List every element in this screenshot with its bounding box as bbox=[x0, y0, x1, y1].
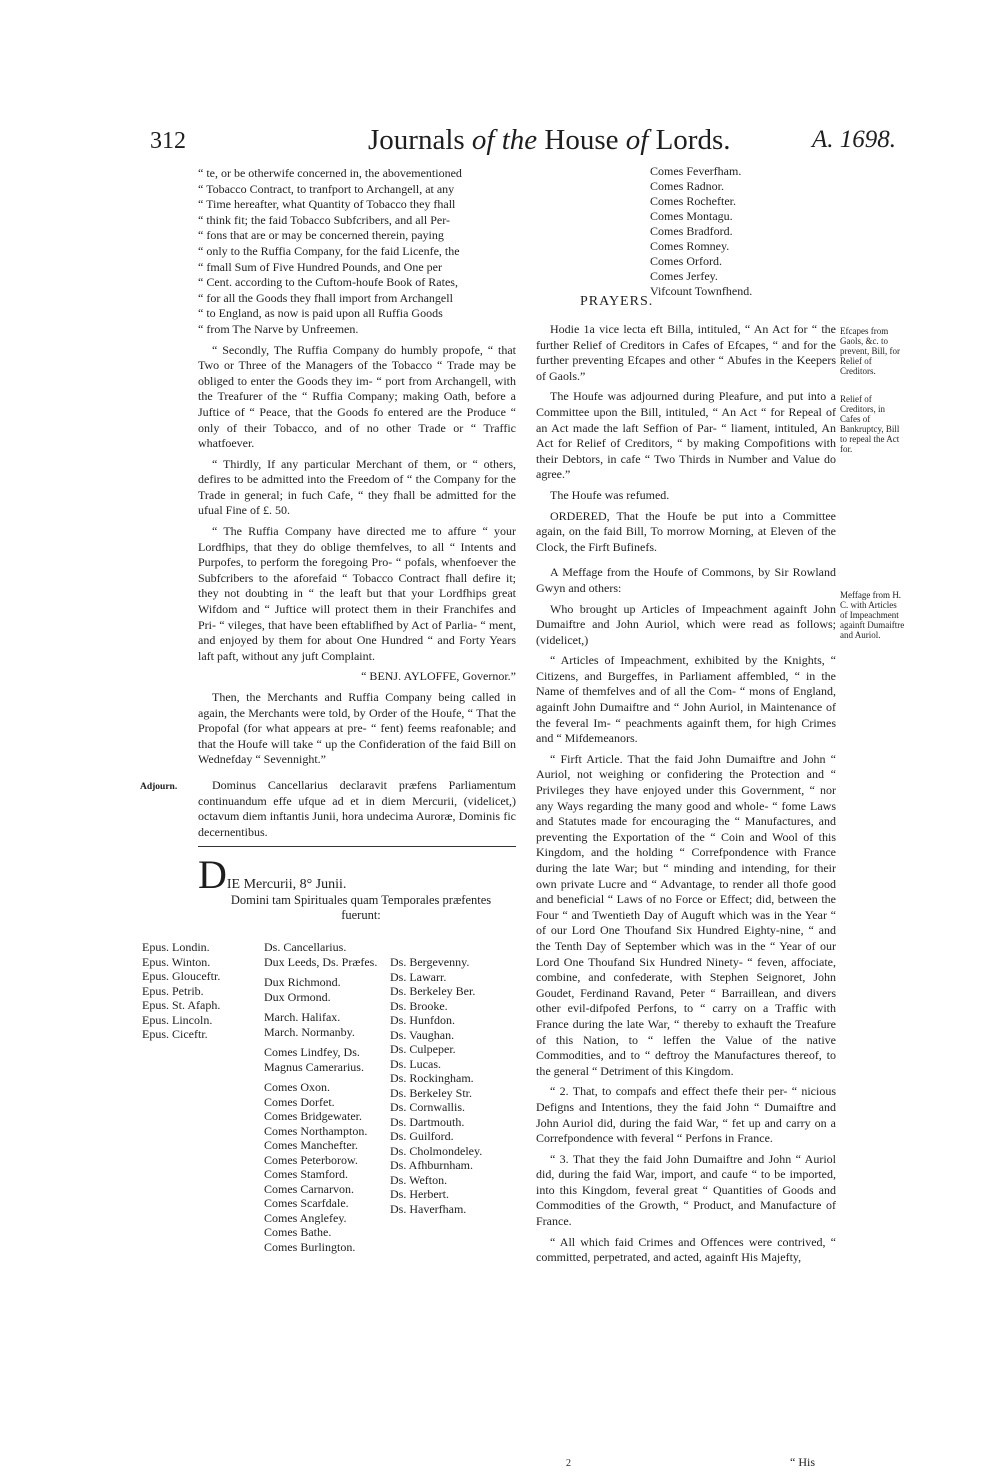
catchword: “ His bbox=[790, 1455, 815, 1469]
present-lords-heading: Domini tam Spirituales quam Temporales præfentes fuerunt: bbox=[230, 893, 492, 922]
order-paragraph: ORDERED, That the Houfe be put into a Committee again, on the faid Bill, To morrow Morning, at Eleven of the Clock, the Firft Bufinefs. bbox=[536, 508, 836, 554]
baron-name: Ds. Herbert. bbox=[390, 1187, 449, 1201]
lord-name: Comes Northampton. bbox=[264, 1123, 368, 1138]
lord-name: Comes Feverfham. bbox=[650, 164, 742, 178]
bishop-name: Epus. Londin. bbox=[142, 940, 210, 954]
baron-name: Ds. Guilford. bbox=[390, 1129, 454, 1143]
lord-name: Comes Lindfey, Ds. bbox=[264, 1045, 360, 1059]
baron-name: Ds. Rockingham. bbox=[390, 1071, 474, 1085]
text-line: “ fmall Sum of Five Hundred Pounds, and One per bbox=[198, 259, 442, 274]
text-line: “ te, or be otherwife concerned in, the abovementioned bbox=[198, 166, 462, 180]
text-line: “ to England, as now is paid upon all Ruffia Goods bbox=[198, 306, 443, 321]
bishop-name: Epus. St. Afaph. bbox=[142, 998, 221, 1012]
baron-name: Ds. Cornwallis. bbox=[390, 1100, 465, 1114]
barons-list bbox=[390, 955, 482, 1216]
house-resumed: The Houfe was refumed. bbox=[550, 487, 670, 502]
tobacco-proposal-continued bbox=[198, 166, 516, 338]
day-heading-text: IE Mercurii, 8° Junii. bbox=[226, 877, 347, 892]
baron-name: Ds. Lucas. bbox=[390, 1056, 441, 1071]
articles-heading: “ Articles of Impeachment, exhibited by the Knights, “ Citizens, and Burgeffes, in Parliament affembled, “ in the Name of themfelves and of all the Com- “ mons of England, againft John Dumaiftre and “ John Auriol, in Maintenance of the feveral Im- “ peachments againft them, for high Crimes and “ Mifdemeanors. bbox=[536, 653, 836, 746]
second-proposal: “ Secondly, The Ruffia Company do humbly propofe, “ that Two or Three of the Managers of the Tobacco “ Trade may be obliged to enter the Goods they im- “ port from Archangell, with the Treafurer of the “ Ruffia Company; making Oath, before a Juftice of “ Peace, that the Goods fo entered are the Produce “ only of their Tobacco, and of no other Trade or “ Traffic whatfoever. bbox=[198, 342, 516, 451]
text-line: “ fons that are or may be concerned therein, paying bbox=[198, 228, 444, 243]
left-column bbox=[198, 166, 516, 845]
lord-name: Comes Bradford. bbox=[650, 224, 733, 238]
baron-name: Ds. Hunfdon. bbox=[390, 1013, 455, 1027]
lord-name: Ds. Cancellarius. bbox=[264, 940, 347, 954]
adjournment-paragraph: Dominus Cancellarius declaravit præfens Parliamentum continuandum effe ufque ad et in diem Mercurii, (videlicet,) octavum diem inftantis Junii, hora undecima Auroræ, Dominis fic decernentibus. bbox=[198, 777, 516, 839]
baron-name: Ds. Haverfham. bbox=[390, 1201, 467, 1216]
lord-name: Comes Carnarvon. bbox=[264, 1181, 354, 1196]
margin-note-message: Meffage from H. C. with Articles of Impeachment againft Dumaiftre and Auriol. bbox=[840, 590, 905, 640]
merchants-told-paragraph: Then, the Merchants and Ruffia Company being called in again, the Merchants were told, by Order of the Houfe, “ That the Propofal (for what appears at pre- “ fent) feems reafonable; and that the Houfe will take “ up the Confideration of the faid Bill on Wednefday “ Sevennight.” bbox=[198, 690, 516, 767]
lord-name: Magnus Camerarius. bbox=[264, 1059, 364, 1074]
bishop-name: Epus. Glouceftr. bbox=[142, 969, 221, 983]
lord-name: Comes Stamford. bbox=[264, 1167, 348, 1181]
bishop-name: Epus. Ciceftr. bbox=[142, 1027, 208, 1041]
baron-name: Ds. Cholmondeley. bbox=[390, 1143, 483, 1158]
committee-paragraph: The Houfe was adjourned during Pleafure, and put into a Committee upon the Bill, intituled, “ An Act “ for Repeal of an Act made the laft Seffion of Par- “ liament, intituled, An Act for Relief of Creditors, “ by making Compofitions with their Debtors, in cafe “ Two Thirds in Number and Value do agree.” bbox=[536, 389, 836, 482]
crimes-paragraph: “ All which faid Crimes and Offences were contrived, “ committed, perpetrated, and acted, againft His Majefty, bbox=[536, 1234, 836, 1265]
section-divider bbox=[198, 846, 516, 847]
baron-name: Ds. Afhburnham. bbox=[390, 1158, 473, 1172]
officers-earls-list bbox=[264, 940, 377, 1254]
title-of-the: of the bbox=[471, 124, 538, 156]
lord-name: Comes Burlington. bbox=[264, 1239, 356, 1254]
title-of: of bbox=[625, 124, 649, 156]
running-header bbox=[150, 124, 910, 168]
lord-name: Comes Oxon. bbox=[264, 1080, 330, 1094]
right-column bbox=[536, 322, 836, 1271]
lord-name: Comes Anglefey. bbox=[264, 1210, 347, 1225]
lord-name: Comes Romney. bbox=[650, 239, 730, 253]
third-proposal: “ Thirdly, If any particular Merchant of them, or “ others, defires to be admitted into the Freedom of “ the Company for the Trade in general; in fuch Cafe, “ they fhall be admitted for the ufual Fine of £. 50. bbox=[198, 456, 516, 518]
text-line: “ think fit; the faid Tobacco Subfcribers, and all Per- bbox=[198, 212, 450, 227]
baron-name: Ds. Vaughan. bbox=[390, 1027, 455, 1042]
earls-continued-list bbox=[650, 164, 752, 299]
lord-name: Comes Peterborow. bbox=[264, 1152, 358, 1167]
bishop-name: Epus. Petrib. bbox=[142, 983, 204, 998]
second-article: “ 2. That, to compafs and effect thefe their per- “ nicious Defigns and Intentions, they the faid John “ Dumaiftre and John Auriol did, during the faid War, “ fet up and carry on a Correfpondence with feveral “ Perfons in France. bbox=[536, 1084, 836, 1146]
third-article: “ 3. That they the faid John Dumaiftre and John “ Auriol did, during the faid War, import, and caufe “ to be imported, into this Kingdom, feveral great “ Quantities of Goods and Commodities of the Growth, “ Product, and Manufacture of France. bbox=[536, 1151, 836, 1229]
prayers-heading: PRAYERS. bbox=[580, 294, 654, 309]
baron-name: Ds. Bergevenny. bbox=[390, 955, 470, 969]
text-line: “ Tobacco Contract, to tranfport to Archangell, at any bbox=[198, 181, 455, 196]
bishop-name: Epus. Winton. bbox=[142, 954, 211, 969]
lord-name: Comes Bridgewater. bbox=[264, 1109, 362, 1123]
lord-name: Comes Jerfey. bbox=[650, 269, 718, 283]
signature-mark: 2 bbox=[566, 1458, 571, 1469]
articles-brought-up: Who brought up Articles of Impeachment againft John Dumaiftre and John Auriol, which were read as follows; (videlicet,) bbox=[536, 601, 836, 647]
company-assurance: “ The Ruffia Company have directed me to affure “ your Lordfhips, that they do oblige themfelves, to all “ Intents and Purpofes, to perform the foregoing Pro- “ pofals, whenfoever the Subfcribers to the aforefaid “ Tobacco Contract fhall defire it; they not doubting in “ the leaft but that your Lordfhips great Wifdom and “ Juftice will protect them in their Franchifes and Pri- “ vileges, that have been eftablifhed by Act of Parlia- “ ment, and enjoyed by them for about One Hundred “ and Forty Years laft paft, without any juft Complaint. bbox=[198, 524, 516, 663]
lord-name: Comes Bathe. bbox=[264, 1225, 332, 1239]
page-number: 312 bbox=[150, 128, 186, 154]
margin-note-escapes: Efcapes from Gaols, &c. to prevent, Bill, for Relief of Creditors. bbox=[840, 326, 900, 376]
text-line: “ Time hereafter, what Quantity of Tobacco they fhall bbox=[198, 197, 456, 212]
lord-name: Comes Scarfdale. bbox=[264, 1196, 349, 1210]
title-lords: Lords. bbox=[655, 124, 731, 156]
lord-name: Dux Richmond. bbox=[264, 975, 341, 989]
lord-name: March. Normanby. bbox=[264, 1024, 355, 1039]
lord-name: Comes Dorfet. bbox=[264, 1094, 335, 1109]
drop-cap: D bbox=[198, 852, 227, 897]
text-line: “ from The Narve by Unfreemen. bbox=[198, 321, 359, 336]
margin-note-relief-creditors: Relief of Creditors, in Cafes of Bankruptcy, Bill to repeal the Act for. bbox=[840, 394, 900, 454]
lord-name: Dux Leeds, Ds. Præfes. bbox=[264, 954, 378, 969]
lord-name: Vifcount Townfhend. bbox=[650, 284, 753, 298]
bishop-name: Epus. Lincoln. bbox=[142, 1012, 213, 1027]
year-label: A. 1698. bbox=[812, 126, 897, 153]
governor-signature: “ BENJ. AYLOFFE, Governor.” bbox=[361, 669, 516, 684]
journal-title bbox=[368, 124, 731, 157]
baron-name: Ds. Berkeley Ber. bbox=[390, 984, 476, 998]
escapes-bill-reading: Hodie 1a vice lecta eft Billa, intituled, “ An Act for “ the further Relief of Creditors in Cafes of Efcapes, “ and for the further preventing Efcapes and other “ Abufes in the Keepers of Gaols.” bbox=[536, 322, 836, 383]
commons-message: A Meffage from the Houfe of Commons, by Sir Rowland Gwyn and others: bbox=[536, 565, 836, 595]
lord-name: Comes Rochefter. bbox=[650, 194, 736, 208]
text-line: “ only to the Ruffia Company, for the faid Licenfe, the bbox=[198, 243, 460, 258]
baron-name: Ds. Lawarr. bbox=[390, 969, 447, 984]
margin-note-adjourn: Adjourn. bbox=[140, 782, 178, 792]
lord-name: Comes Radnor. bbox=[650, 179, 724, 193]
bishops-list bbox=[142, 940, 220, 1042]
text-line: “ Cent. according to the Cuftom-houfe Book of Rates, bbox=[198, 275, 458, 290]
first-article: “ Firft Article. That the faid John Dumaiftre and John “ Auriol, not weighing or confidering the Protection and “ Privileges they have enjoyed under this Government, “ nor any Ways regarding the many good and whole- “ fome Laws and Statutes made for encouraging the “ Manufactures, and preventing the Exportation of the “ Coin and Wool of this Kingdom, and the holding “ Correfpondence with France during the late War; but “ minding and intending, for their own private Lucre and “ Advantage, to render all thofe good and beneficial “ Laws of no Force or Effect; did, between the Four “ and Twentieth Day of Auguft which was in the Year “ of our Lord One Thoufand Six Hundred Eighty-nine, “ and the Tenth Day of September which was in the “ Year of our Lord One Thoufand Six Hundred Ninety- “ feven, affociate, combine, and confederate, with Stephen Seignoret, John Goudet, Ferdinand Ravand, Peter “ Barraillean, and divers other evil-difpofed Perfons, to “ carry on a Traffic with France during the late War, “ thereby to exhauft the Treafure of this Nation, to “ leffen the Value of the native Commodities, and to “ deftroy the Manufactures thereof, to the general “ Detriment of this Kingdom. bbox=[536, 751, 836, 1078]
lord-name: Comes Orford. bbox=[650, 254, 722, 268]
baron-name: Ds. Brooke. bbox=[390, 998, 448, 1013]
lord-name: March. Halifax. bbox=[264, 1010, 341, 1024]
lord-name: Comes Montagu. bbox=[650, 209, 733, 223]
baron-name: Ds. Culpeper. bbox=[390, 1042, 456, 1056]
baron-name: Ds. Wefton. bbox=[390, 1172, 448, 1187]
lord-name: Comes Manchefter. bbox=[264, 1138, 358, 1152]
title-house: House bbox=[544, 124, 619, 156]
lord-name: Dux Ormond. bbox=[264, 989, 331, 1004]
day-heading bbox=[198, 852, 516, 897]
baron-name: Ds. Berkeley Str. bbox=[390, 1085, 472, 1100]
text-line: “ for all the Goods they fhall import from Archangell bbox=[198, 290, 453, 305]
baron-name: Ds. Dartmouth. bbox=[390, 1114, 465, 1129]
title-journals: Journals bbox=[368, 124, 465, 156]
